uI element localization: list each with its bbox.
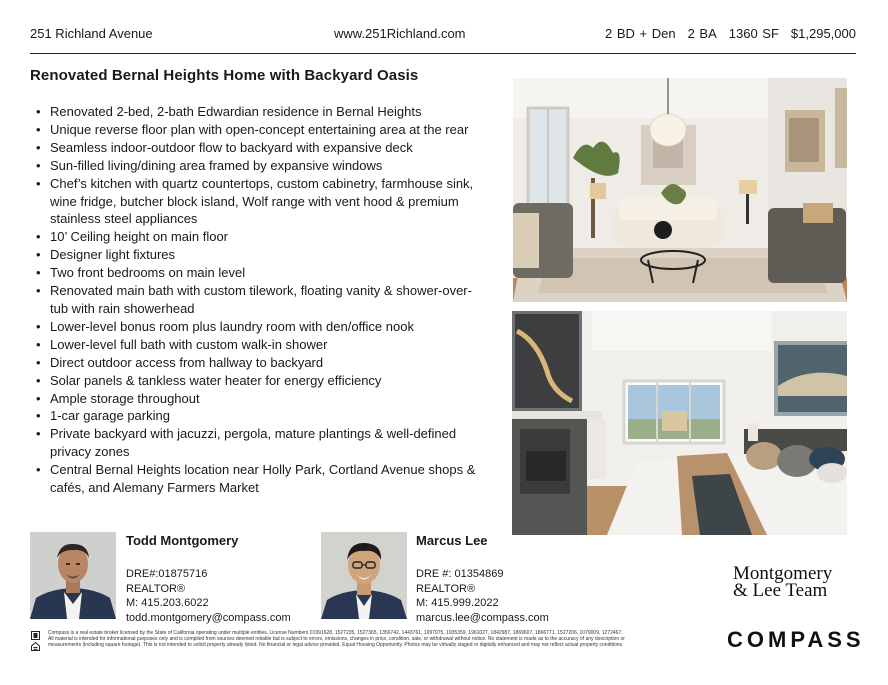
- agent-title: REALTOR®: [126, 582, 186, 595]
- agent-title: REALTOR®: [416, 582, 476, 595]
- agent-name: Marcus Lee: [416, 533, 488, 548]
- agent-name: Todd Montgomery: [126, 533, 239, 548]
- listing-header: [30, 26, 856, 46]
- feature-item: • Sun-filled living/dining area framed by expansive windows: [36, 157, 476, 175]
- team-logo-line-2: & Lee Team: [733, 580, 828, 601]
- feature-item: • Unique reverse floor plan with open-concept entertaining area at the rear: [36, 121, 476, 139]
- feature-item: • Central Bernal Heights location near Holly Park, Cortland Avenue shops & cafés, and Alemany Farmers Market: [36, 461, 476, 497]
- realtor-icon: [31, 631, 40, 640]
- property-stats: [593, 26, 856, 41]
- agent-contact-card: [126, 533, 291, 625]
- feature-item: • Seamless indoor-outdoor flow to backyard with expansive deck: [36, 139, 476, 157]
- agent-email[interactable]: marcus.lee@compass.com: [416, 611, 549, 624]
- brokerage-logo: COMPASS: [727, 627, 865, 652]
- agent-dre: DRE #: 01354869: [416, 568, 504, 580]
- agent-headshot: [321, 532, 407, 619]
- feature-item: • 1-car garage parking: [36, 407, 476, 425]
- feature-item: • Renovated main bath with custom tilework, floating vanity & shower-over-tub with rain showerhead: [36, 282, 476, 318]
- property-website-link[interactable]: www.251Richland.com: [334, 26, 466, 41]
- bedroom-photo: [512, 311, 847, 535]
- agent-headshot: [30, 532, 116, 619]
- legal-disclaimer: Compass is a real estate broker licensed by the State of California operating under multiple entities. License Numbers 01991628, 1527235, 1527365, 1356742, 1443761, 1997075, 1935359, 1961027, 1842987, 1869607, 1866771, 1527206, 1079009, 1272467. All material is intended for informational purposes only and is compiled from sources deemed reliable but is subject to errors, omissions, changes in price, condition, sale, or withdrawal without notice. No statement is made as to the accuracy of any description or measurements (including square footage). This is not intended to solicit property already listed. No financial or legal advice provided. Equal Housing Opportunity. Photos may be virtually staged or digitally enhanced and may not reflect actual property conditions.: [48, 630, 625, 649]
- property-address: 251 Richland Avenue: [30, 26, 153, 41]
- feature-item: • Renovated 2-bed, 2-bath Edwardian residence in Bernal Heights: [36, 103, 476, 121]
- feature-item: • Direct outdoor access from hallway to backyard: [36, 354, 476, 372]
- header-divider: [30, 53, 856, 54]
- agent-phone[interactable]: M: 415.999.2022: [416, 597, 499, 609]
- price-stat: $1,295,000: [790, 26, 856, 41]
- listing-headline: Renovated Bernal Heights Home with Backyard Oasis: [30, 67, 419, 84]
- feature-item: • Designer light fixtures: [36, 246, 476, 264]
- feature-item: • 10’ Ceiling height on main floor: [36, 228, 476, 246]
- team-logo: [733, 565, 832, 599]
- feature-item: • Chef’s kitchen with quartz countertops, custom cabinetry, farmhouse sink, wine fridge, butcher block island, Wolf range with vent hood & premium stainless steel appliances: [36, 175, 476, 229]
- feature-item: • Two front bedrooms on main level: [36, 264, 476, 282]
- baths-stat: 2 BA: [687, 26, 717, 41]
- equal-housing-icon: [31, 642, 40, 651]
- feature-item: • Lower-level full bath with custom walk-in shower: [36, 336, 476, 354]
- disclaimer-icons: [31, 631, 41, 651]
- agent-phone[interactable]: M: 415.203.6022: [126, 597, 209, 609]
- agent-email[interactable]: todd.montgomery@compass.com: [126, 611, 291, 624]
- feature-item: • Private backyard with jacuzzi, pergola, mature plantings & well-defined privacy zones: [36, 425, 476, 461]
- feature-item: • Ample storage throughout: [36, 390, 476, 408]
- team-logo-line-1: Montgomery: [733, 563, 833, 584]
- beds-stat: 2 BD + Den: [605, 26, 676, 41]
- feature-list: [36, 103, 476, 497]
- feature-item: • Lower-level bonus room plus laundry room with den/office nook: [36, 318, 476, 336]
- agent-contact-card: [416, 533, 549, 625]
- agent-dre: DRE#:01875716: [126, 568, 208, 580]
- sqft-stat: 1360 SF: [728, 26, 779, 41]
- feature-item: • Solar panels & tankless water heater for energy efficiency: [36, 372, 476, 390]
- living-room-photo: [513, 78, 847, 302]
